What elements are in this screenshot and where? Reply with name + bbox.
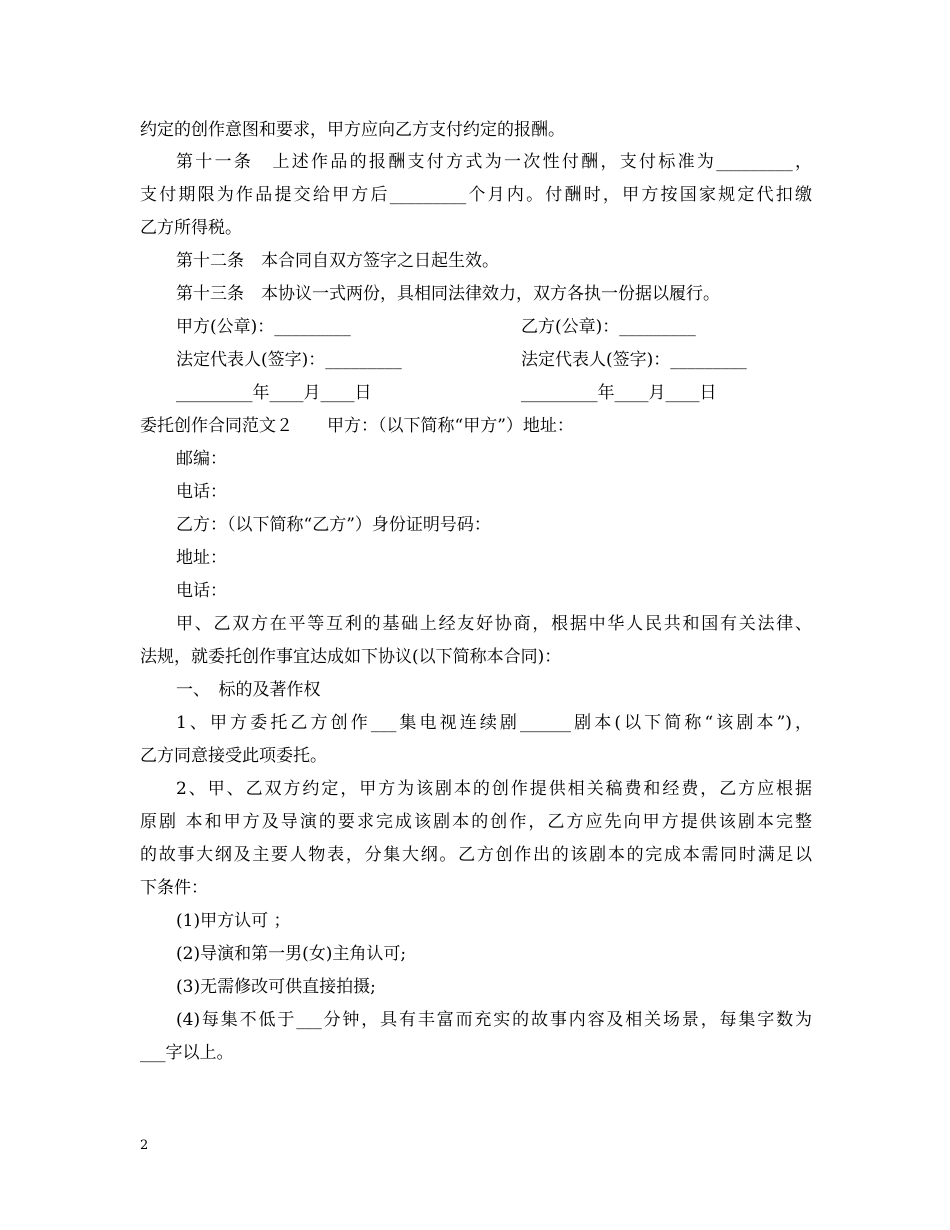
clause-2-line: 2、甲、乙双方约定，甲方为该剧本的创作提供相关稿费和经费，乙方应根据 [176,779,812,799]
party-b-seal: 乙方(公章)：_________ [521,317,696,337]
postcode-label: 邮编： [176,449,227,469]
clause-1-line: 1、甲方委托乙方创作___集电视连续剧______剧本(以下简称“该剧本”)， [176,713,812,733]
text-line: 约定的创作意图和要求，甲方应向乙方支付约定的报酬。 [140,120,565,140]
text-line: 下条件： [140,878,208,898]
article-13-line: 第十三条 本协议一式两份，具相同法律效力，双方各执一份据以履行。 [176,284,720,304]
condition-item: (3)无需修改可供直接拍摄; [176,977,376,997]
condition-item: (1)甲方认可 ； [176,911,291,931]
party-a-seal: 甲方(公章)：_________ [176,317,351,337]
article-11-line: 第十一条 上述作品的报酬支付方式为一次性付酬，支付标准为_________， [176,152,812,172]
phone-label: 电话： [176,482,227,502]
text-line: 支付期限为作品提交给甲方后_________个月内。付酬时，甲方按国家规定代扣缴 [140,185,812,205]
contract-title-line: 委托创作合同范文２ 甲方：（以下简称“甲方”）地址： [140,416,574,436]
text-line: 法规，就委托创作事宜达成如下协议(以下简称本合同)： [140,647,562,667]
text-line: 乙方所得税。 [140,218,242,238]
text-line: ___字以上。 [140,1043,234,1063]
text-line: 原剧 本和甲方及导演的要求完成该剧本的创作，乙方应先向甲方提供该剧本完整 [140,812,812,832]
party-b-date: _________年____月____日 [521,383,717,403]
party-a-representative: 法定代表人(签字)：_________ [176,350,402,370]
article-12-line: 第十二条 本合同自双方签字之日起生效。 [176,251,499,271]
text-line: 的故事大纲及主要人物表，分集大纲。乙方创作出的该剧本的完成本需同时满足以 [140,845,812,865]
address-label: 地址： [176,548,227,568]
phone-label: 电话： [176,581,227,601]
condition-item: (4)每集不低于___分钟，具有丰富而充实的故事内容及相关场景，每集字数为 [176,1010,812,1030]
party-b-representative: 法定代表人(签字)：_________ [521,350,747,370]
section-heading: 一、 标的及著作权 [176,680,321,700]
preamble-line: 甲、乙双方在平等互利的基础上经友好协商，根据中华人民共和国有关法律、 [176,614,812,634]
condition-item: (2)导演和第一男(女)主角认可; [176,944,407,964]
page-number: 2 [140,1138,149,1153]
party-a-date: _________年____月____日 [176,383,372,403]
text-line: 乙方同意接受此项委托。 [140,746,327,766]
party-b-line: 乙方：（以下简称“乙方”）身份证明号码： [176,515,491,535]
